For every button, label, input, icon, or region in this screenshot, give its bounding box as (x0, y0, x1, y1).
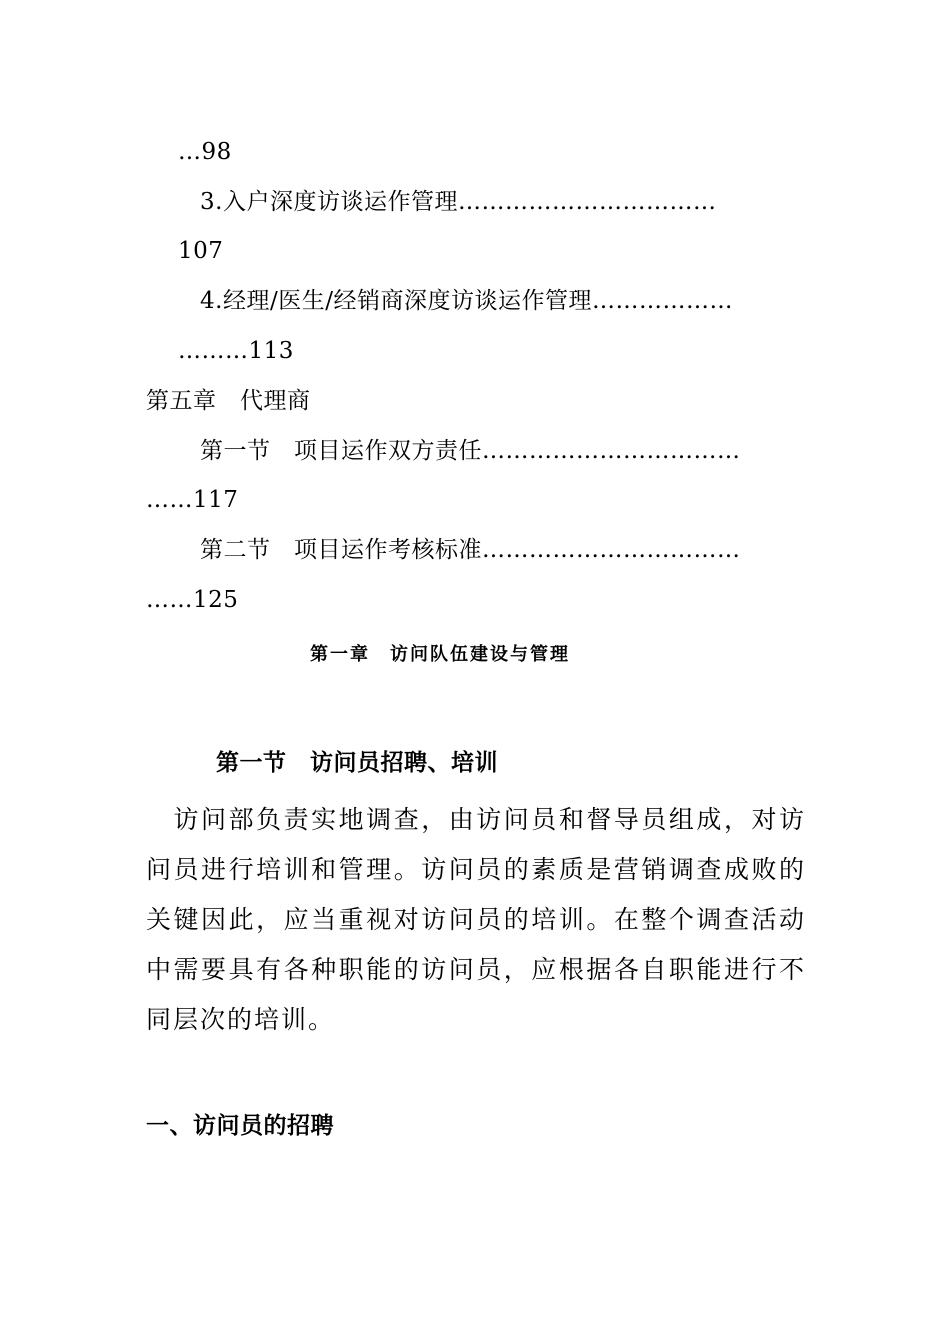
chapter-title: 第一章 访问队伍建设与管理 (310, 644, 570, 665)
toc-line-page-113: ………113 (178, 338, 294, 364)
body-paragraph: 访问部负责实地调查，由访问员和督导员组成，对访问员进行培训和管理。访问员的素质是营销调查成败的关键因此，应当重视对访问员的培训。在整个调查活动中需要具有各种职能的访问员，应根据各自职能进行不同层次的培训。 (146, 805, 806, 1034)
toc-line-page-117: ……117 (146, 487, 239, 513)
toc-line-page-125: ……125 (146, 587, 239, 613)
toc-chapter-five: 第五章 代理商 (146, 388, 311, 414)
toc-line-page-107: 107 (178, 238, 224, 264)
toc-entry-section-one: 第一节 项目运作双方责任…………………………… (200, 438, 741, 464)
subheading-recruitment: 一、访问员的招聘 (146, 1112, 334, 1139)
toc-entry-home-depth-interview: 3.入户深度访谈运作管理…………………………… (200, 189, 717, 215)
toc-line-page-98: …98 (178, 139, 232, 165)
toc-entry-section-two: 第二节 项目运作考核标准…………………………… (200, 537, 741, 563)
section-title: 第一节 访问员招聘、培训 (216, 749, 498, 776)
toc-entry-manager-doctor-dealer-interview: 4.经理/医生/经销商深度访谈运作管理……………… (200, 288, 733, 314)
